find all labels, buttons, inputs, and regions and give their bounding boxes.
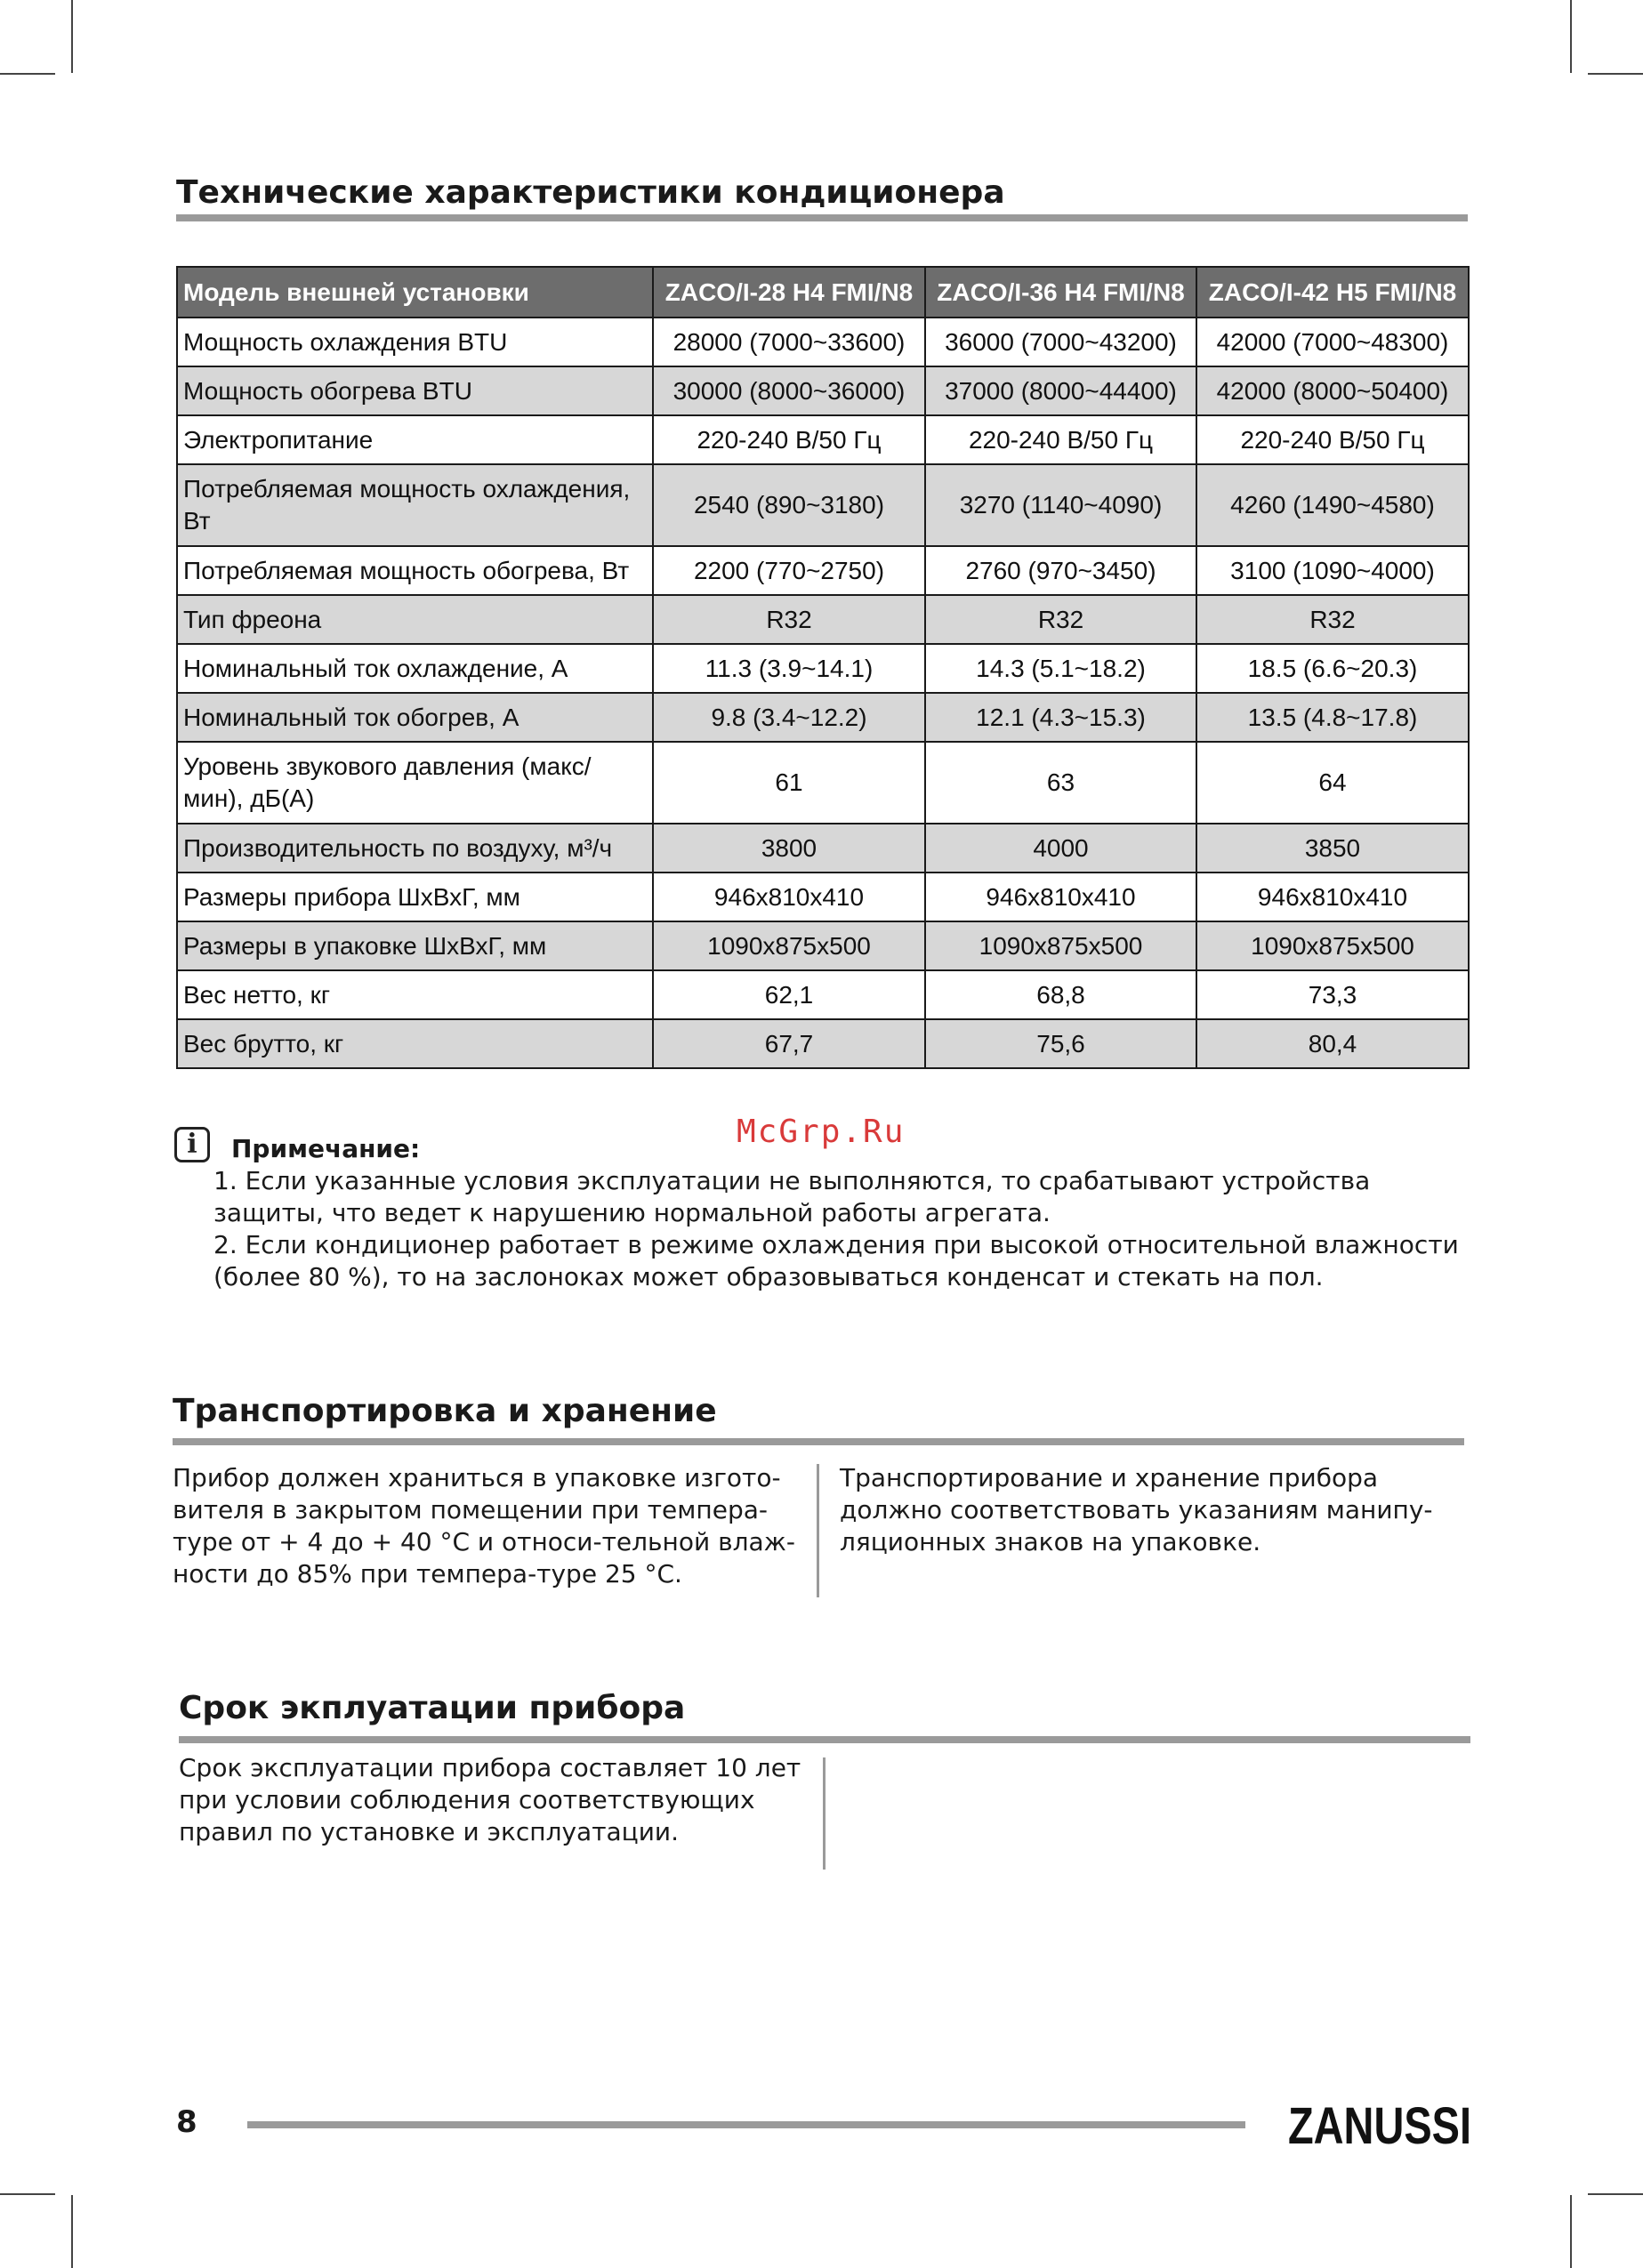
row-value: 73,3 [1196,970,1469,1019]
spec-table [176,266,1470,1069]
row-value: R32 [925,595,1196,644]
section-rule [176,214,1468,221]
row-value: 1090x875x500 [925,921,1196,970]
row-value: 1090x875x500 [1196,921,1469,970]
row-label: Потребляемая мощность обогрева, Вт [177,546,653,595]
text-line: ляционных знаков на упаковке. [840,1527,1261,1556]
header-model: ZACO/I-28 H4 FMI/N8 [653,267,925,318]
lifetime-text [179,1752,801,1848]
row-label: Номинальный ток обогрев, А [177,693,653,742]
row-value: 9.8 (3.4~12.2) [653,693,925,742]
column-divider [817,1464,819,1597]
crop-mark [1570,0,1572,73]
crop-mark [1570,2195,1572,2268]
text-line: вителя в закрытом помещении при темпера- [173,1495,768,1524]
row-value: 61 [653,742,925,824]
row-value: 80,4 [1196,1019,1469,1068]
text-line: Срок эксплуатации прибора составляет 10 лет [179,1753,801,1782]
table-row [177,693,1469,742]
crop-mark [71,0,73,73]
table-row [177,742,1469,824]
row-value: 946x810x410 [653,873,925,921]
table-row [177,921,1469,970]
row-value: 946x810x410 [925,873,1196,921]
crop-mark [1588,2193,1643,2195]
header-label: Модель внешней установки [177,267,653,318]
note-title: Примечание: [231,1134,421,1163]
table-row [177,970,1469,1019]
note-item: 1. Если указанные условия эксплуатации не выполняются, то срабатывают устройства защиты, что ведет к нарушению нормальной работы агрегата. [213,1166,1371,1227]
row-value: 63 [925,742,1196,824]
row-label: Мощность охлаждения BTU [177,318,653,366]
row-value: 37000 (8000~44400) [925,366,1196,415]
row-value: 1090x875x500 [653,921,925,970]
row-value: 67,7 [653,1019,925,1068]
row-value: 28000 (7000~33600) [653,318,925,366]
crop-mark [0,73,55,75]
crop-mark [71,2195,73,2268]
table-row [177,415,1469,464]
row-value: 30000 (8000~36000) [653,366,925,415]
row-value: 220-240 В/50 Гц [1196,415,1469,464]
row-value: 946x810x410 [1196,873,1469,921]
zanussi-logo [1286,2092,1473,2154]
table-row [177,464,1469,546]
row-value: 3850 [1196,824,1469,873]
row-value: R32 [653,595,925,644]
crop-mark [0,2193,55,2195]
page-number: 8 [176,2104,197,2140]
row-label: Мощность обогрева BTU [177,366,653,415]
transport-section-title: Транспортировка и хранение [173,1393,717,1429]
lifetime-section-title: Срок экплуатации прибора [179,1690,686,1726]
row-value: 14.3 (5.1~18.2) [925,644,1196,693]
row-value: 3800 [653,824,925,873]
footer-rule [247,2121,1245,2128]
spec-section-title: Технические характеристики кондиционера [176,174,1005,211]
row-value: 13.5 (4.8~17.8) [1196,693,1469,742]
table-row [177,595,1469,644]
text-line: Прибор должен храниться в упаковке изгото- [173,1463,781,1492]
section-rule [179,1736,1470,1743]
row-value: 62,1 [653,970,925,1019]
row-value: 3270 (1140~4090) [925,464,1196,546]
row-value: 4000 [925,824,1196,873]
row-value: 42000 (7000~48300) [1196,318,1469,366]
row-label: Потребляемая мощность охлаждения, Вт [177,464,653,546]
row-value: 2200 (770~2750) [653,546,925,595]
text-line: правил по установке и эксплуатации. [179,1817,680,1846]
row-label: Производительность по воздуху, м³/ч [177,824,653,873]
row-value: 18.5 (6.6~20.3) [1196,644,1469,693]
brand-text: ZANUSSI [1288,2097,1471,2155]
info-icon: i [174,1127,210,1162]
transport-left-text [173,1462,795,1590]
row-label: Уровень звукового давления (макс/мин), дБ(А) [177,742,653,824]
note-item: 2. Если кондиционер работает в режиме охлаждения при высокой относительной влажности (более 80 %), то на заслоноках может образовываться конденсат и стекать на пол. [213,1230,1459,1291]
row-value: 220-240 В/50 Гц [925,415,1196,464]
row-label: Электропитание [177,415,653,464]
row-label: Размеры в упаковке ШхВхГ, мм [177,921,653,970]
table-row [177,873,1469,921]
header-model: ZACO/I-42 H5 FMI/N8 [1196,267,1469,318]
row-value: 220-240 В/50 Гц [653,415,925,464]
table-header-row [177,267,1469,318]
table-row [177,1019,1469,1068]
row-value: 2760 (970~3450) [925,546,1196,595]
text-line: ности до 85% при темпера-туре 25 °С. [173,1559,682,1588]
table-row [177,318,1469,366]
table-row [177,366,1469,415]
row-value: 3100 (1090~4000) [1196,546,1469,595]
row-value: 64 [1196,742,1469,824]
row-value: 42000 (8000~50400) [1196,366,1469,415]
row-value: 2540 (890~3180) [653,464,925,546]
row-value: R32 [1196,595,1469,644]
row-value: 12.1 (4.3~15.3) [925,693,1196,742]
row-label: Вес нетто, кг [177,970,653,1019]
row-value: 4260 (1490~4580) [1196,464,1469,546]
text-line: туре от + 4 до + 40 °С и относи-тельной влаж- [173,1527,795,1556]
note-body [213,1165,1477,1293]
crop-mark [1588,73,1643,75]
row-value: 75,6 [925,1019,1196,1068]
text-line: при условии соблюдения соответствующих [179,1785,755,1814]
row-label: Размеры прибора ШхВхГ, мм [177,873,653,921]
row-value: 36000 (7000~43200) [925,318,1196,366]
table-row [177,824,1469,873]
transport-right-text [840,1462,1462,1558]
table-row [177,644,1469,693]
row-value: 68,8 [925,970,1196,1019]
row-label: Тип фреона [177,595,653,644]
text-line: должно соответствовать указаниям манипу- [840,1495,1433,1524]
header-model: ZACO/I-36 H4 FMI/N8 [925,267,1196,318]
column-divider [823,1757,826,1870]
row-label: Номинальный ток охлаждение, А [177,644,653,693]
section-rule [173,1438,1464,1445]
row-label: Вес брутто, кг [177,1019,653,1068]
row-value: 11.3 (3.9~14.1) [653,644,925,693]
text-line: Транспортирование и хранение прибора [840,1463,1379,1492]
watermark: McGrp.Ru [737,1114,906,1150]
table-row [177,546,1469,595]
